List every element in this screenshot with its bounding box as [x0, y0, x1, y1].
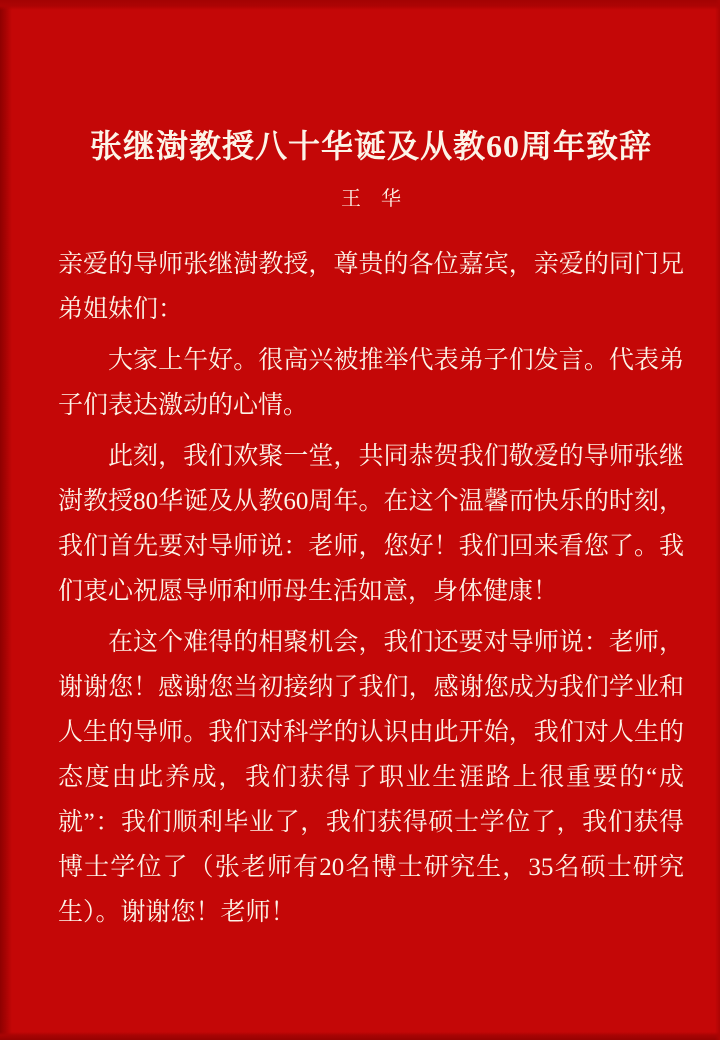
paragraph: [58, 338, 684, 428]
text-line: 人生的导师。我们对科学的认识由此开始，我们对人生的: [58, 719, 684, 746]
text-line: 就”：我们顺利毕业了，我们获得硕士学位了，我们获得: [58, 809, 684, 836]
text-line: 亲爱的导师张继澍教授，尊贵的各位嘉宾，亲爱的同门兄: [58, 251, 684, 278]
text-line: 谢谢您！感谢您当初接纳了我们，感谢您成为我们学业和: [58, 674, 684, 701]
text-line: 澍教授80华诞及从教60周年。在这个温馨而快乐的时刻，: [58, 488, 684, 515]
text-line: 弟姐妹们：: [58, 296, 184, 323]
text-line: 子们表达激动的心情。: [58, 392, 309, 419]
text-line: 在这个难得的相聚机会，我们还要对导师说：老师，: [108, 629, 684, 656]
document-body: [58, 242, 684, 935]
text-line: 博士学位了（张老师有20名博士研究生，35名硕士研究: [58, 854, 684, 881]
text-line: 大家上午好。很高兴被推举代表弟子们发言。代表弟: [108, 347, 684, 374]
text-line: 们衷心祝愿导师和师母生活如意，身体健康！: [58, 578, 559, 605]
document-title: 张继澍教授八十华诞及从教60周年致辞: [89, 128, 652, 164]
paragraph: [58, 242, 684, 332]
paragraph: [58, 620, 684, 935]
author-name: 王 华: [341, 188, 401, 210]
page-edge-left: [0, 0, 12, 1040]
text-line: 我们首先要对导师说：老师，您好！我们回来看您了。我: [58, 533, 684, 560]
text-line: 此刻，我们欢聚一堂，共同恭贺我们敬爱的导师张继: [108, 443, 684, 470]
document-content: [58, 0, 684, 935]
text-line: 态度由此养成，我们获得了职业生涯路上很重要的“成: [58, 764, 684, 791]
page-edge-bottom: [0, 1032, 720, 1040]
page-edge-right: [715, 0, 720, 1040]
text-line: 生）。谢谢您！老师！: [58, 899, 296, 926]
paragraph: [58, 434, 684, 614]
